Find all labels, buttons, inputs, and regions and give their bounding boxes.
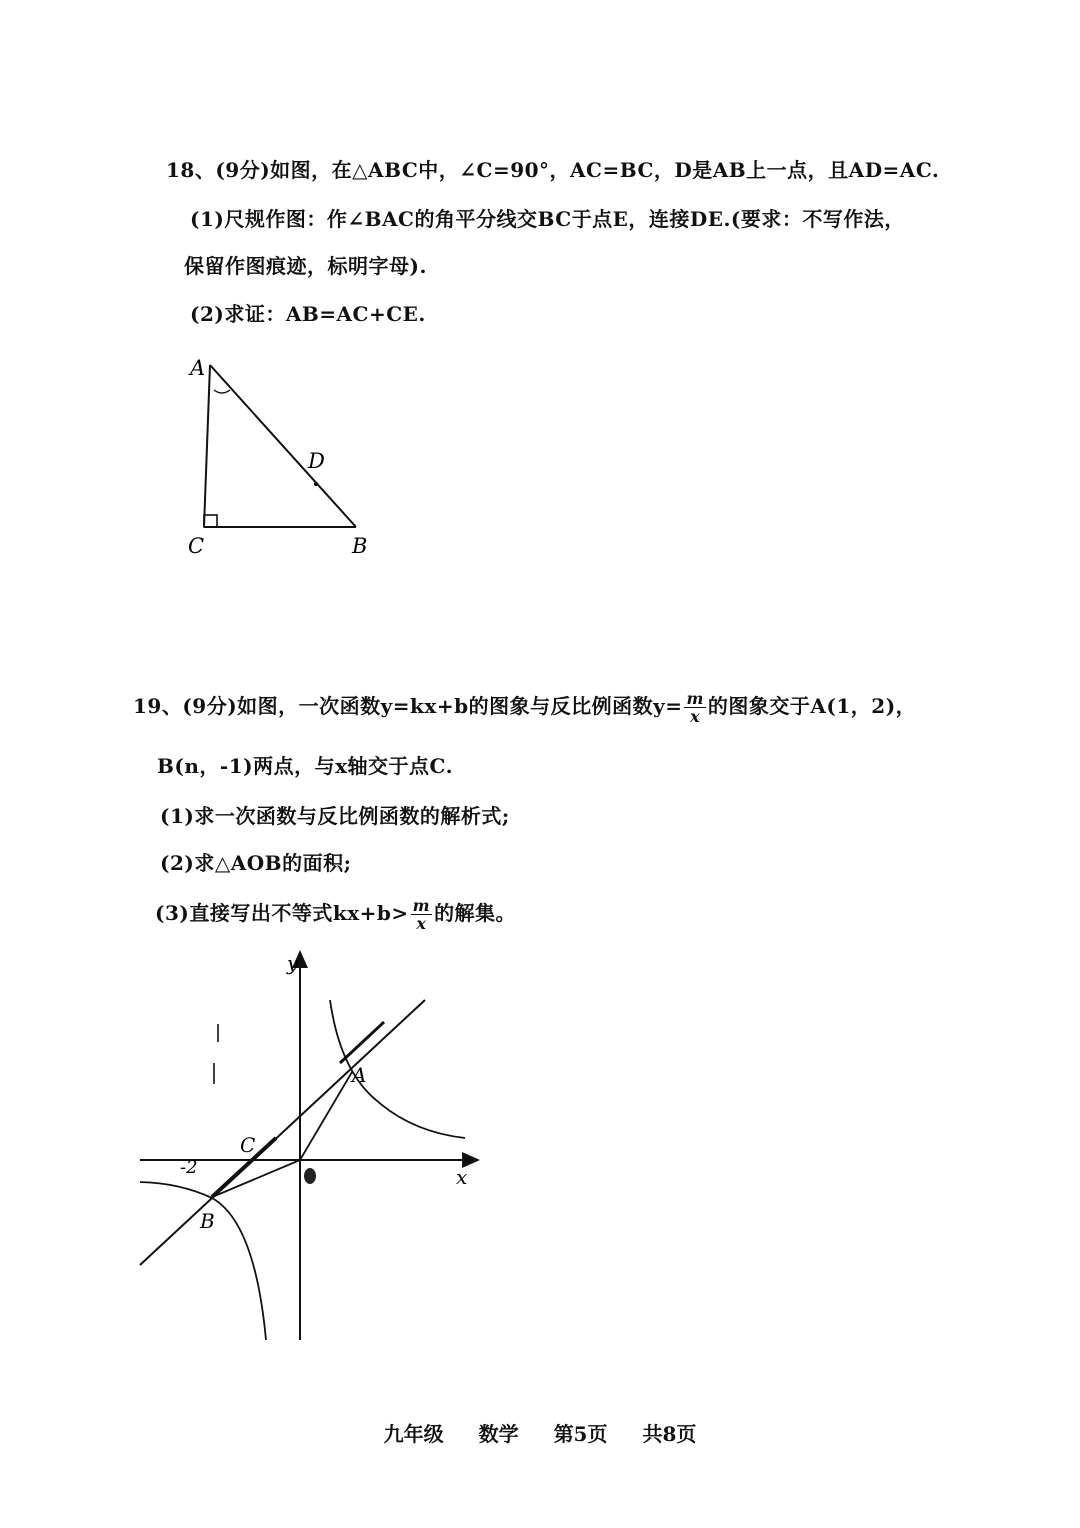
label-b: B	[352, 534, 368, 558]
segment-oa	[300, 1072, 352, 1160]
hyperbola-branch-1	[330, 1000, 465, 1138]
q19-stem-a: 19、(9分)如图，一次函数y=kx+b的图象与反比例函数y=	[133, 694, 683, 718]
q19-part1: (1)求一次函数与反比例函数的解析式;	[160, 804, 510, 828]
q19-stem-line2: B(n，-1)两点，与x轴交于点C.	[157, 754, 454, 778]
page-footer	[0, 1418, 1080, 1447]
q19-stem-b: 的图象交于A(1，2)，	[707, 694, 917, 718]
q18-stem: 18、(9分)如图，在△ABC中，∠C=90°，AC=BC，D是AB上一点，且AD=AC.	[166, 158, 940, 182]
origin-dot	[304, 1168, 316, 1184]
linear-function-line	[140, 1000, 425, 1265]
q19-part3-a: (3)直接写出不等式kx+b>	[155, 901, 409, 925]
label-neg2: -2	[180, 1157, 198, 1178]
fraction-m-over-x: $\frac{m}{x}$	[686, 689, 704, 726]
label-c: C	[240, 1133, 256, 1157]
label-a: A	[190, 356, 206, 380]
label-a: A	[352, 1063, 367, 1087]
label-y: y	[287, 951, 299, 975]
segment-ob	[210, 1160, 300, 1198]
footer-grade: 九年级	[383, 1422, 444, 1446]
q19-part3-b: 的解集。	[434, 901, 517, 925]
label-d: D	[308, 449, 325, 473]
q18-part1-line2: 保留作图痕迹，标明字母).	[184, 254, 427, 278]
label-x: x	[456, 1165, 468, 1189]
footer-total: 共8页	[642, 1422, 697, 1446]
q18-part1-line1: (1)尺规作图：作∠BAC的角平分线交BC于点E，连接DE.(要求：不写作法，	[190, 207, 905, 231]
footer-subject: 数学	[478, 1422, 519, 1446]
label-c: C	[188, 534, 205, 558]
fraction-m-over-x-2: $\frac{m}{x}$	[412, 896, 431, 933]
label-b: B	[200, 1209, 215, 1233]
q19-part2: (2)求△AOB的面积;	[160, 851, 352, 875]
footer-page: 第5页	[553, 1422, 608, 1446]
q18-part2: (2)求证：AB=AC+CE.	[190, 302, 426, 326]
traced-line-segment-2	[340, 1022, 384, 1063]
